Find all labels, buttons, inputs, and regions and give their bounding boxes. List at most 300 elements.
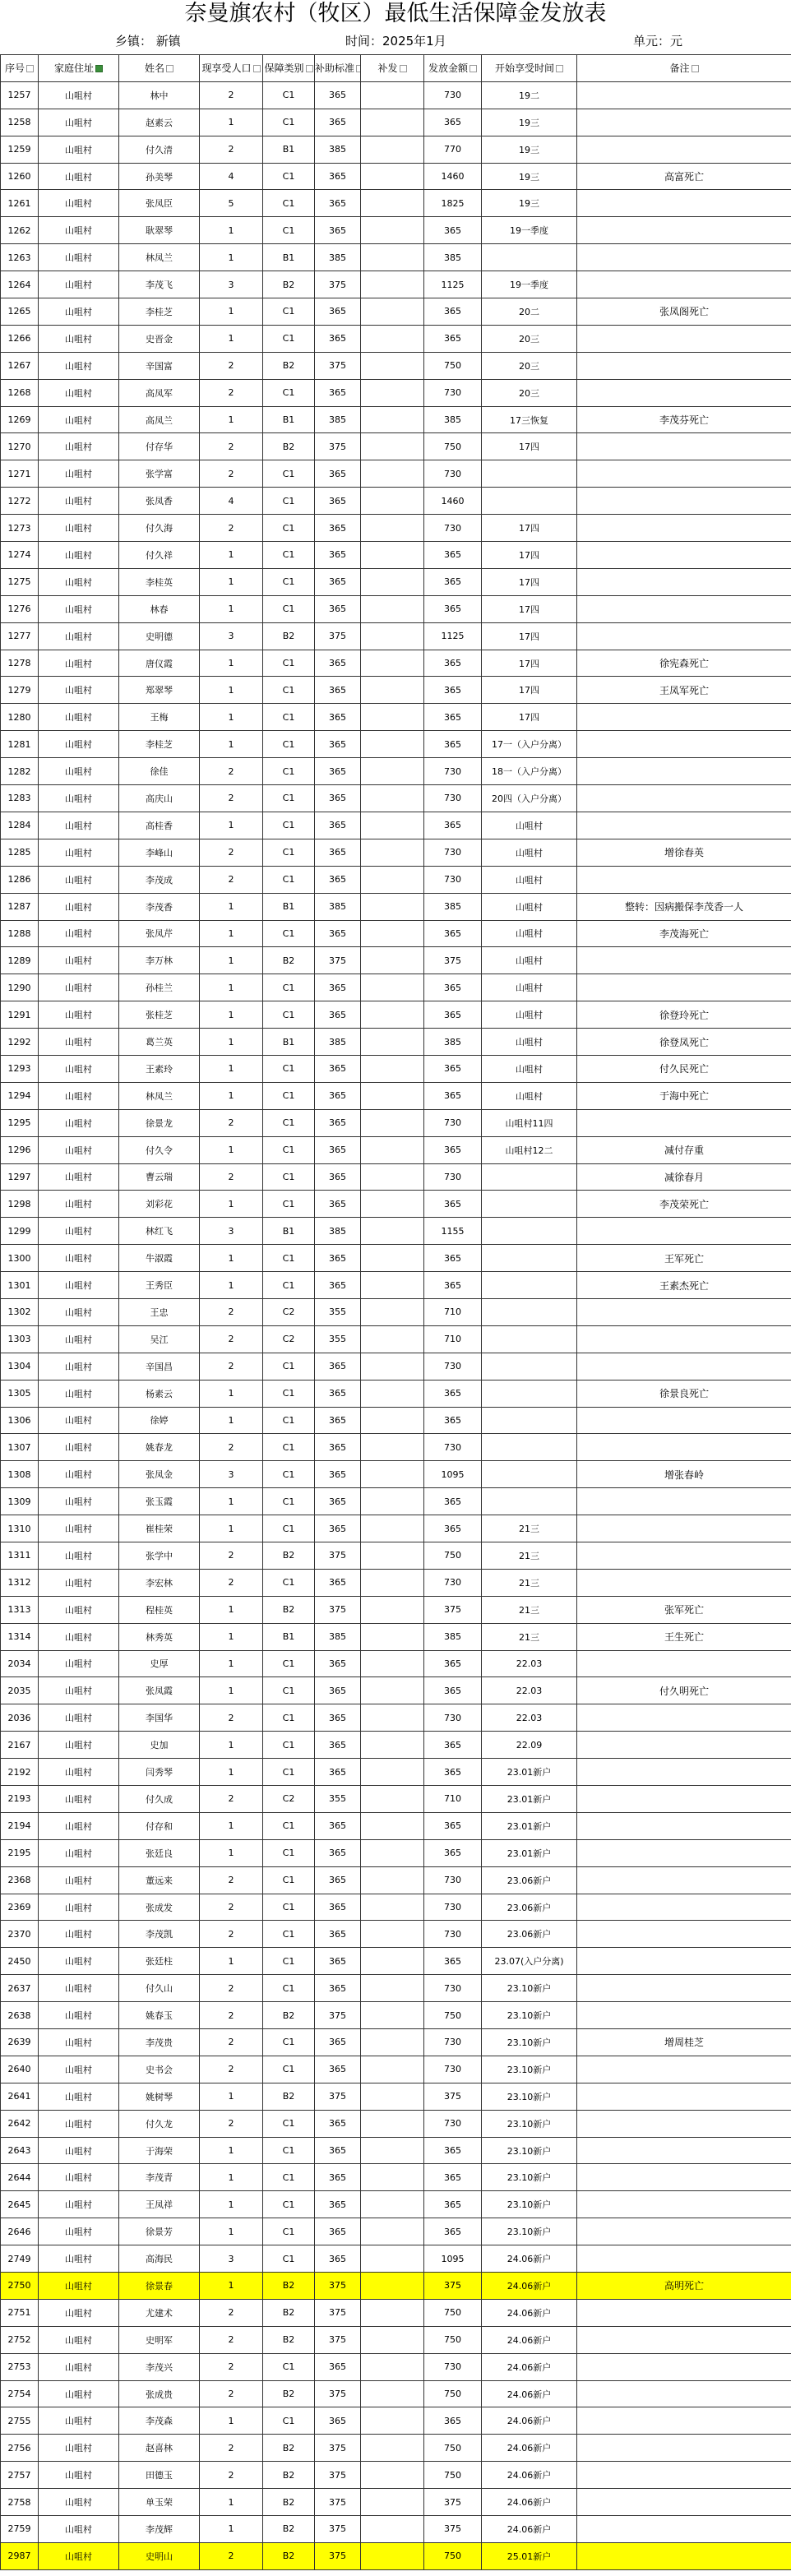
cell-address[interactable]: 山咀村	[39, 1650, 119, 1677]
cell-row-number[interactable]: 2758	[1, 2489, 39, 2516]
cell-back-pay[interactable]	[361, 2516, 424, 2543]
cell-address[interactable]: 山咀村	[39, 839, 119, 866]
cell-standard[interactable]: 365	[315, 2137, 361, 2164]
cell-amount[interactable]: 365	[424, 542, 482, 569]
cell-note[interactable]	[577, 2542, 791, 2569]
cell-category[interactable]: C1	[263, 731, 315, 758]
cell-name[interactable]: 程桂英	[119, 1596, 200, 1623]
cell-category[interactable]: B2	[263, 622, 315, 650]
cell-row-number[interactable]: 1307	[1, 1434, 39, 1461]
cell-row-number[interactable]: 2642	[1, 2110, 39, 2137]
cell-note[interactable]	[577, 2380, 791, 2407]
cell-name[interactable]: 王秀臣	[119, 1272, 200, 1299]
cell-row-number[interactable]: 2637	[1, 1975, 39, 2002]
cell-note[interactable]	[577, 1542, 791, 1569]
cell-amount[interactable]: 385	[424, 1623, 482, 1650]
cell-address[interactable]: 山咀村	[39, 217, 119, 244]
cell-name[interactable]: 郑翠琴	[119, 677, 200, 704]
cell-category[interactable]: C1	[263, 2029, 315, 2056]
cell-note[interactable]	[577, 568, 791, 595]
cell-household-size[interactable]: 2	[200, 2056, 263, 2083]
cell-household-size[interactable]: 1	[200, 595, 263, 622]
cell-amount[interactable]: 375	[424, 2273, 482, 2300]
cell-name[interactable]: 史加	[119, 1732, 200, 1759]
cell-category[interactable]: C1	[263, 677, 315, 704]
cell-standard[interactable]: 365	[315, 1975, 361, 2002]
cell-standard[interactable]: 375	[315, 271, 361, 298]
cell-name[interactable]: 刘彩花	[119, 1191, 200, 1218]
cell-back-pay[interactable]	[361, 1759, 424, 1786]
cell-start-time[interactable]: 23.07(入户分离)	[482, 1948, 577, 1975]
cell-household-size[interactable]: 1	[200, 244, 263, 271]
filter-dropdown-icon[interactable]	[306, 65, 313, 72]
cell-row-number[interactable]: 1281	[1, 731, 39, 758]
cell-category[interactable]: C1	[263, 1866, 315, 1894]
cell-note[interactable]	[577, 1218, 791, 1245]
cell-start-time[interactable]: 20三	[482, 379, 577, 406]
cell-address[interactable]: 山咀村	[39, 515, 119, 542]
cell-amount[interactable]: 730	[424, 2056, 482, 2083]
cell-household-size[interactable]: 1	[200, 1272, 263, 1299]
cell-standard[interactable]: 365	[315, 2056, 361, 2083]
cell-row-number[interactable]: 2759	[1, 2516, 39, 2543]
cell-note[interactable]	[577, 1650, 791, 1677]
cell-category[interactable]: C1	[263, 2353, 315, 2380]
cell-note[interactable]: 付久明死亡	[577, 1677, 791, 1704]
cell-household-size[interactable]: 2	[200, 1975, 263, 2002]
cell-address[interactable]: 山咀村	[39, 1191, 119, 1218]
cell-category[interactable]: C1	[263, 2218, 315, 2245]
cell-category[interactable]: C1	[263, 1515, 315, 1542]
cell-category[interactable]: C1	[263, 704, 315, 731]
cell-standard[interactable]: 375	[315, 2380, 361, 2407]
cell-row-number[interactable]: 1266	[1, 325, 39, 352]
cell-standard[interactable]: 365	[315, 595, 361, 622]
cell-start-time[interactable]: 17四	[482, 650, 577, 677]
cell-note[interactable]: 整转：因病搬保李茂香一人	[577, 893, 791, 920]
cell-address[interactable]: 山咀村	[39, 1786, 119, 1813]
cell-standard[interactable]: 365	[315, 488, 361, 515]
cell-address[interactable]: 山咀村	[39, 2056, 119, 2083]
cell-amount[interactable]: 730	[424, 1866, 482, 1894]
cell-start-time[interactable]	[482, 1163, 577, 1191]
cell-standard[interactable]: 365	[315, 190, 361, 217]
cell-start-time[interactable]: 21三	[482, 1623, 577, 1650]
cell-standard[interactable]: 365	[315, 379, 361, 406]
cell-note[interactable]	[577, 217, 791, 244]
cell-name[interactable]: 付久祥	[119, 542, 200, 569]
cell-standard[interactable]: 365	[315, 1759, 361, 1786]
cell-household-size[interactable]: 2	[200, 136, 263, 163]
cell-household-size[interactable]: 2	[200, 1434, 263, 1461]
cell-standard[interactable]: 365	[315, 1245, 361, 1272]
cell-start-time[interactable]: 24.06新户	[482, 2435, 577, 2462]
cell-address[interactable]: 山咀村	[39, 298, 119, 326]
cell-start-time[interactable]: 24.06新户	[482, 2273, 577, 2300]
cell-household-size[interactable]: 3	[200, 1218, 263, 1245]
cell-start-time[interactable]: 17四	[482, 595, 577, 622]
cell-start-time[interactable]	[482, 1245, 577, 1272]
cell-category[interactable]: B2	[263, 433, 315, 460]
cell-back-pay[interactable]	[361, 271, 424, 298]
cell-row-number[interactable]: 1292	[1, 1029, 39, 1056]
col-header[interactable]: 序号	[1, 55, 39, 82]
cell-name[interactable]: 尤建术	[119, 2299, 200, 2326]
cell-start-time[interactable]: 山咀村	[482, 839, 577, 866]
cell-row-number[interactable]: 2369	[1, 1894, 39, 1921]
cell-start-time[interactable]: 17四	[482, 677, 577, 704]
cell-name[interactable]: 史晋金	[119, 325, 200, 352]
cell-address[interactable]: 山咀村	[39, 568, 119, 595]
cell-back-pay[interactable]	[361, 1515, 424, 1542]
cell-row-number[interactable]: 1276	[1, 595, 39, 622]
cell-category[interactable]: C1	[263, 1461, 315, 1488]
col-header[interactable]: 发放金额	[424, 55, 482, 82]
cell-start-time[interactable]: 23.10新户	[482, 2110, 577, 2137]
cell-standard[interactable]: 365	[315, 1380, 361, 1407]
cell-name[interactable]: 李国华	[119, 1704, 200, 1732]
cell-category[interactable]: B2	[263, 2462, 315, 2489]
cell-category[interactable]: C1	[263, 2137, 315, 2164]
cell-address[interactable]: 山咀村	[39, 731, 119, 758]
cell-category[interactable]: C1	[263, 1812, 315, 1839]
cell-category[interactable]: C1	[263, 542, 315, 569]
cell-category[interactable]: C1	[263, 1921, 315, 1948]
cell-amount[interactable]: 770	[424, 136, 482, 163]
col-header[interactable]: 开始享受时间	[482, 55, 577, 82]
cell-back-pay[interactable]	[361, 731, 424, 758]
cell-household-size[interactable]: 1	[200, 920, 263, 947]
cell-address[interactable]: 山咀村	[39, 352, 119, 379]
cell-note[interactable]	[577, 2407, 791, 2435]
cell-row-number[interactable]: 2370	[1, 1921, 39, 1948]
cell-address[interactable]: 山咀村	[39, 2164, 119, 2191]
cell-start-time[interactable]: 23.01新户	[482, 1786, 577, 1813]
cell-note[interactable]	[577, 460, 791, 488]
cell-note[interactable]	[577, 1866, 791, 1894]
cell-start-time[interactable]: 20三	[482, 325, 577, 352]
cell-note[interactable]	[577, 622, 791, 650]
cell-back-pay[interactable]	[361, 542, 424, 569]
cell-amount[interactable]: 365	[424, 1082, 482, 1109]
cell-category[interactable]: C1	[263, 163, 315, 190]
cell-row-number[interactable]: 2757	[1, 2462, 39, 2489]
cell-household-size[interactable]: 4	[200, 163, 263, 190]
cell-note[interactable]	[577, 1786, 791, 1813]
cell-category[interactable]: B2	[263, 271, 315, 298]
cell-name[interactable]: 张学中	[119, 1542, 200, 1569]
cell-amount[interactable]: 730	[424, 839, 482, 866]
cell-household-size[interactable]: 2	[200, 1894, 263, 1921]
cell-row-number[interactable]: 2753	[1, 2353, 39, 2380]
cell-category[interactable]: B2	[263, 2489, 315, 2516]
cell-amount[interactable]: 1825	[424, 190, 482, 217]
cell-back-pay[interactable]	[361, 2542, 424, 2569]
cell-address[interactable]: 山咀村	[39, 2435, 119, 2462]
cell-category[interactable]: C1	[263, 812, 315, 839]
cell-row-number[interactable]: 1312	[1, 1569, 39, 1596]
cell-amount[interactable]: 1125	[424, 271, 482, 298]
cell-start-time[interactable]: 19三	[482, 163, 577, 190]
cell-category[interactable]: B2	[263, 2516, 315, 2543]
cell-name[interactable]: 林中	[119, 81, 200, 109]
cell-back-pay[interactable]	[361, 1948, 424, 1975]
cell-household-size[interactable]: 2	[200, 1542, 263, 1569]
cell-back-pay[interactable]	[361, 2164, 424, 2191]
cell-category[interactable]: C1	[263, 1245, 315, 1272]
cell-note[interactable]	[577, 731, 791, 758]
cell-start-time[interactable]	[482, 1325, 577, 1353]
cell-address[interactable]: 山咀村	[39, 1515, 119, 1542]
cell-amount[interactable]: 710	[424, 1786, 482, 1813]
cell-household-size[interactable]: 2	[200, 2542, 263, 2569]
cell-back-pay[interactable]	[361, 433, 424, 460]
cell-standard[interactable]: 375	[315, 2273, 361, 2300]
cell-start-time[interactable]: 23.01新户	[482, 1759, 577, 1786]
cell-row-number[interactable]: 1279	[1, 677, 39, 704]
cell-address[interactable]: 山咀村	[39, 1001, 119, 1029]
cell-standard[interactable]: 365	[315, 2353, 361, 2380]
cell-household-size[interactable]: 1	[200, 1732, 263, 1759]
cell-start-time[interactable]	[482, 460, 577, 488]
cell-address[interactable]: 山咀村	[39, 1759, 119, 1786]
cell-name[interactable]: 李茂飞	[119, 271, 200, 298]
cell-row-number[interactable]: 1311	[1, 1542, 39, 1569]
cell-note[interactable]	[577, 2110, 791, 2137]
cell-start-time[interactable]: 23.10新户	[482, 2137, 577, 2164]
cell-category[interactable]: B2	[263, 2542, 315, 2569]
cell-name[interactable]: 付久山	[119, 1975, 200, 2002]
cell-address[interactable]: 山咀村	[39, 1218, 119, 1245]
cell-note[interactable]	[577, 947, 791, 974]
cell-amount[interactable]: 750	[424, 2299, 482, 2326]
cell-note[interactable]	[577, 1704, 791, 1732]
cell-row-number[interactable]: 1301	[1, 1272, 39, 1299]
cell-back-pay[interactable]	[361, 2245, 424, 2273]
cell-name[interactable]: 李茂兴	[119, 2353, 200, 2380]
cell-amount[interactable]: 730	[424, 1704, 482, 1732]
cell-name[interactable]: 付久龙	[119, 2110, 200, 2137]
cell-household-size[interactable]: 1	[200, 217, 263, 244]
cell-back-pay[interactable]	[361, 488, 424, 515]
cell-note[interactable]: 王凤军死亡	[577, 677, 791, 704]
cell-back-pay[interactable]	[361, 1732, 424, 1759]
cell-row-number[interactable]: 2645	[1, 2191, 39, 2218]
cell-address[interactable]: 山咀村	[39, 2489, 119, 2516]
cell-start-time[interactable]: 17四	[482, 704, 577, 731]
cell-name[interactable]: 张凤霞	[119, 1677, 200, 1704]
cell-address[interactable]: 山咀村	[39, 1298, 119, 1325]
cell-back-pay[interactable]	[361, 1029, 424, 1056]
cell-back-pay[interactable]	[361, 920, 424, 947]
cell-back-pay[interactable]	[361, 1677, 424, 1704]
cell-household-size[interactable]: 1	[200, 1839, 263, 1866]
cell-note[interactable]	[577, 704, 791, 731]
cell-note[interactable]	[577, 379, 791, 406]
col-header[interactable]: 补发	[361, 55, 424, 82]
cell-category[interactable]: C1	[263, 515, 315, 542]
cell-address[interactable]: 山咀村	[39, 244, 119, 271]
cell-amount[interactable]: 365	[424, 1488, 482, 1515]
cell-back-pay[interactable]	[361, 785, 424, 812]
cell-name[interactable]: 于海荣	[119, 2137, 200, 2164]
cell-note[interactable]	[577, 1407, 791, 1434]
cell-category[interactable]: C1	[263, 1055, 315, 1082]
cell-name[interactable]: 张玉霞	[119, 1488, 200, 1515]
cell-start-time[interactable]	[482, 1407, 577, 1434]
cell-address[interactable]: 山咀村	[39, 622, 119, 650]
cell-name[interactable]: 张成贵	[119, 2380, 200, 2407]
cell-category[interactable]: C1	[263, 325, 315, 352]
cell-start-time[interactable]: 23.01新户	[482, 1812, 577, 1839]
cell-name[interactable]: 史明德	[119, 622, 200, 650]
cell-address[interactable]: 山咀村	[39, 2542, 119, 2569]
cell-category[interactable]: C1	[263, 1082, 315, 1109]
cell-household-size[interactable]: 1	[200, 1136, 263, 1163]
cell-name[interactable]: 李桂芝	[119, 298, 200, 326]
cell-start-time[interactable]: 17四	[482, 433, 577, 460]
cell-address[interactable]: 山咀村	[39, 1677, 119, 1704]
cell-category[interactable]: C1	[263, 460, 315, 488]
cell-amount[interactable]: 730	[424, 460, 482, 488]
cell-note[interactable]	[577, 1921, 791, 1948]
cell-row-number[interactable]: 2755	[1, 2407, 39, 2435]
cell-amount[interactable]: 365	[424, 1380, 482, 1407]
cell-category[interactable]: C2	[263, 1786, 315, 1813]
cell-amount[interactable]: 385	[424, 1029, 482, 1056]
cell-amount[interactable]: 365	[424, 704, 482, 731]
cell-standard[interactable]: 385	[315, 1029, 361, 1056]
cell-name[interactable]: 牛淑霞	[119, 1245, 200, 1272]
cell-back-pay[interactable]	[361, 704, 424, 731]
cell-note[interactable]	[577, 2083, 791, 2110]
cell-amount[interactable]: 365	[424, 920, 482, 947]
cell-note[interactable]: 张凤阁死亡	[577, 298, 791, 326]
cell-back-pay[interactable]	[361, 1569, 424, 1596]
cell-start-time[interactable]: 25.01新户	[482, 2542, 577, 2569]
cell-address[interactable]: 山咀村	[39, 2273, 119, 2300]
cell-amount[interactable]: 750	[424, 2326, 482, 2353]
cell-note[interactable]	[577, 2299, 791, 2326]
cell-address[interactable]: 山咀村	[39, 893, 119, 920]
cell-start-time[interactable]: 19二	[482, 81, 577, 109]
cell-note[interactable]: 付久民死亡	[577, 1055, 791, 1082]
cell-start-time[interactable]: 23.01新户	[482, 1839, 577, 1866]
cell-household-size[interactable]: 2	[200, 1163, 263, 1191]
cell-back-pay[interactable]	[361, 1434, 424, 1461]
cell-category[interactable]: B2	[263, 1596, 315, 1623]
col-header[interactable]: 家庭住址	[39, 55, 119, 82]
cell-start-time[interactable]: 23.06新户	[482, 1866, 577, 1894]
cell-row-number[interactable]: 1262	[1, 217, 39, 244]
cell-standard[interactable]: 365	[315, 460, 361, 488]
cell-row-number[interactable]: 1280	[1, 704, 39, 731]
cell-row-number[interactable]: 1263	[1, 244, 39, 271]
cell-start-time[interactable]: 22.03	[482, 1677, 577, 1704]
cell-category[interactable]: C1	[263, 1488, 315, 1515]
cell-row-number[interactable]: 1285	[1, 839, 39, 866]
cell-row-number[interactable]: 1283	[1, 785, 39, 812]
cell-household-size[interactable]: 1	[200, 542, 263, 569]
cell-amount[interactable]: 365	[424, 595, 482, 622]
cell-row-number[interactable]: 1304	[1, 1353, 39, 1380]
cell-household-size[interactable]: 3	[200, 1461, 263, 1488]
cell-standard[interactable]: 385	[315, 1623, 361, 1650]
cell-amount[interactable]: 1095	[424, 2245, 482, 2273]
cell-standard[interactable]: 365	[315, 1353, 361, 1380]
cell-standard[interactable]: 365	[315, 515, 361, 542]
cell-category[interactable]: C1	[263, 1109, 315, 1136]
cell-back-pay[interactable]	[361, 2299, 424, 2326]
cell-name[interactable]: 单玉荣	[119, 2489, 200, 2516]
cell-back-pay[interactable]	[361, 1921, 424, 1948]
cell-household-size[interactable]: 2	[200, 2299, 263, 2326]
cell-address[interactable]: 山咀村	[39, 758, 119, 785]
cell-category[interactable]: C1	[263, 1191, 315, 1218]
cell-standard[interactable]: 365	[315, 1407, 361, 1434]
cell-household-size[interactable]: 1	[200, 1677, 263, 1704]
cell-row-number[interactable]: 1289	[1, 947, 39, 974]
cell-category[interactable]: B2	[263, 2299, 315, 2326]
cell-back-pay[interactable]	[361, 568, 424, 595]
cell-amount[interactable]: 730	[424, 1163, 482, 1191]
cell-start-time[interactable]	[482, 1380, 577, 1407]
cell-back-pay[interactable]	[361, 1650, 424, 1677]
cell-amount[interactable]: 365	[424, 2218, 482, 2245]
cell-start-time[interactable]: 山咀村	[482, 893, 577, 920]
cell-category[interactable]: C1	[263, 650, 315, 677]
cell-name[interactable]: 林春	[119, 595, 200, 622]
cell-category[interactable]: C1	[263, 1434, 315, 1461]
cell-address[interactable]: 山咀村	[39, 488, 119, 515]
cell-note[interactable]	[577, 1812, 791, 1839]
cell-address[interactable]: 山咀村	[39, 1055, 119, 1082]
cell-category[interactable]: B1	[263, 406, 315, 433]
cell-amount[interactable]: 365	[424, 1650, 482, 1677]
cell-row-number[interactable]: 2639	[1, 2029, 39, 2056]
cell-back-pay[interactable]	[361, 1975, 424, 2002]
cell-name[interactable]: 李茂贵	[119, 2029, 200, 2056]
cell-row-number[interactable]: 2638	[1, 2002, 39, 2029]
cell-address[interactable]: 山咀村	[39, 704, 119, 731]
cell-category[interactable]: C1	[263, 2056, 315, 2083]
cell-standard[interactable]: 375	[315, 622, 361, 650]
cell-standard[interactable]: 355	[315, 1325, 361, 1353]
cell-back-pay[interactable]	[361, 1325, 424, 1353]
cell-start-time[interactable]: 20三	[482, 352, 577, 379]
cell-household-size[interactable]: 1	[200, 1055, 263, 1082]
cell-note[interactable]	[577, 1948, 791, 1975]
cell-address[interactable]: 山咀村	[39, 2110, 119, 2137]
cell-back-pay[interactable]	[361, 1298, 424, 1325]
cell-name[interactable]: 付存华	[119, 433, 200, 460]
cell-start-time[interactable]	[482, 1488, 577, 1515]
cell-standard[interactable]: 365	[315, 298, 361, 326]
cell-standard[interactable]: 365	[315, 568, 361, 595]
cell-row-number[interactable]: 2750	[1, 2273, 39, 2300]
cell-household-size[interactable]: 3	[200, 622, 263, 650]
cell-start-time[interactable]: 山咀村	[482, 947, 577, 974]
cell-name[interactable]: 付久清	[119, 136, 200, 163]
cell-standard[interactable]: 365	[315, 758, 361, 785]
cell-household-size[interactable]: 2	[200, 2326, 263, 2353]
cell-note[interactable]: 张军死亡	[577, 1596, 791, 1623]
cell-back-pay[interactable]	[361, 2002, 424, 2029]
cell-start-time[interactable]: 山咀村11四	[482, 1109, 577, 1136]
cell-row-number[interactable]: 1313	[1, 1596, 39, 1623]
cell-household-size[interactable]: 1	[200, 974, 263, 1001]
cell-category[interactable]: C1	[263, 920, 315, 947]
